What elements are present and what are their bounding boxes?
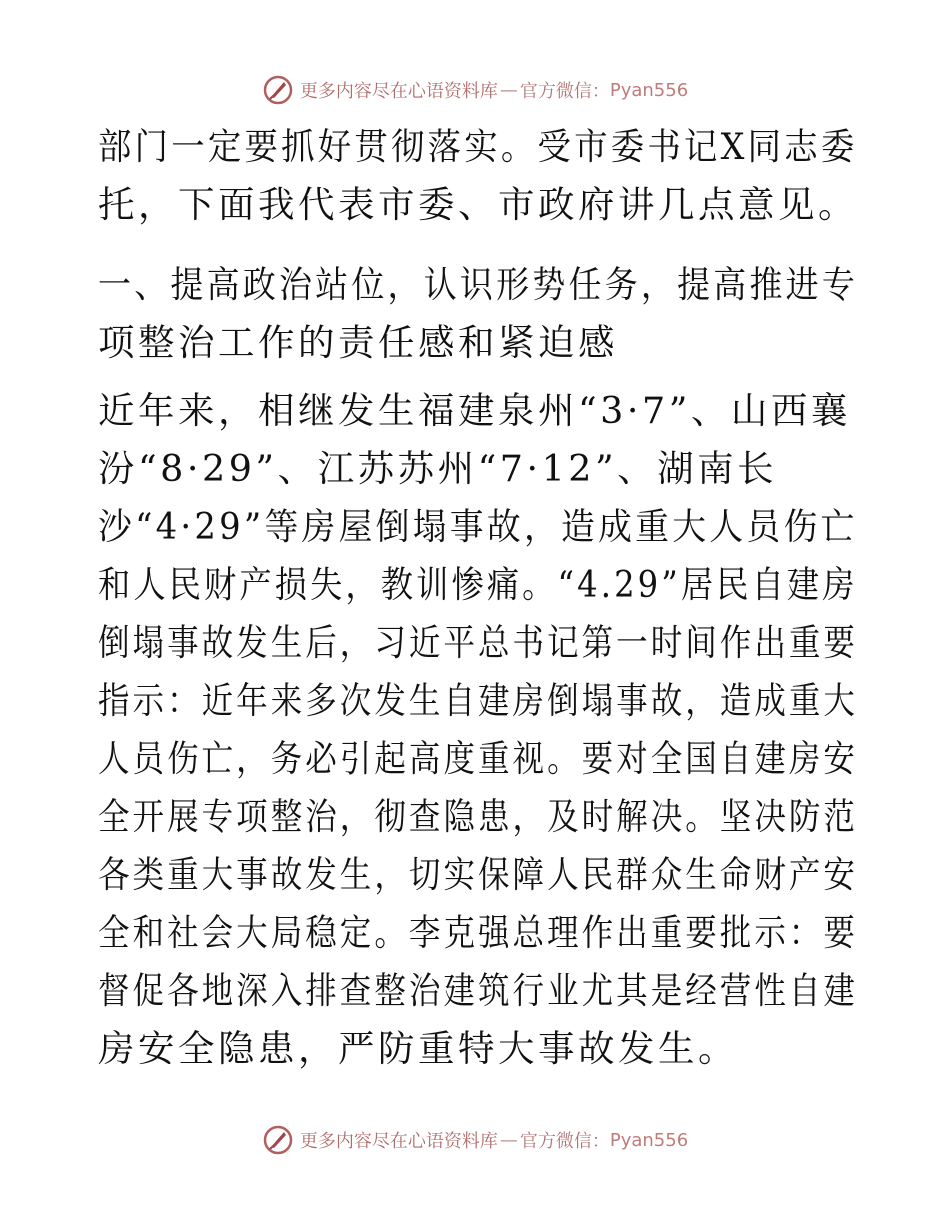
text-line: 汾“8·29”、江苏苏州“7·12”、湖南长 xyxy=(98,447,778,490)
watermark-site-text: 更多内容尽在心语资料库 xyxy=(299,81,498,102)
feather-pen-logo-icon xyxy=(262,1124,294,1156)
watermark-wechat-label: 官方微信： xyxy=(519,1131,610,1152)
text-line: 近年来，相继发生福建泉州“3·7”、山西襄 xyxy=(98,389,851,432)
text-line: 全开展专项整治，彻查隐患，及时解决。坚决防范 xyxy=(98,795,858,838)
text-line: 沙“4·29”等房屋倒塌事故，造成重大人员伤亡 xyxy=(98,505,858,548)
watermark-header xyxy=(0,70,950,110)
text-line: 倒塌事故发生后，习近平总书记第一时间作出重要 xyxy=(98,621,858,664)
watermark-site-text: 更多内容尽在心语资料库 xyxy=(299,1131,498,1152)
text-line: 房安全隐患，严防重特大事故发生。 xyxy=(98,1027,738,1070)
watermark-account: Pyan556 xyxy=(609,79,689,101)
watermark-footer xyxy=(0,1120,950,1160)
watermark-account: Pyan556 xyxy=(609,1129,689,1151)
text-line: 托，下面我代表市委、市政府讲几点意见。 xyxy=(98,183,858,226)
watermark-dash: — xyxy=(499,79,518,101)
text-line: 人员伤亡，务必引起高度重视。要对全国自建房安 xyxy=(98,737,858,780)
text-line: 和人民财产损失，教训惨痛。“4.29”居民自建房 xyxy=(98,563,858,606)
watermark-wechat-label: 官方微信： xyxy=(519,81,610,102)
feather-pen-logo-icon xyxy=(262,74,294,106)
text-line: 指示：近年来多次发生自建房倒塌事故，造成重大 xyxy=(98,679,858,722)
text-line: 督促各地深入排查整治建筑行业尤其是经营性自建 xyxy=(98,969,858,1012)
text-line: 部门一定要抓好贯彻落实。受市委书记X同志委 xyxy=(98,125,858,168)
section-heading-line: 项整治工作的责任感和紧迫感 xyxy=(98,321,618,364)
watermark-dash: — xyxy=(499,1129,518,1151)
text-line: 全和社会大局稳定。李克强总理作出重要批示：要 xyxy=(98,911,858,954)
text-line: 各类重大事故发生，切实保障人民群众生命财产安 xyxy=(98,853,858,896)
section-heading-line: 一、提高政治站位，认识形势任务，提高推进专 xyxy=(98,263,859,306)
